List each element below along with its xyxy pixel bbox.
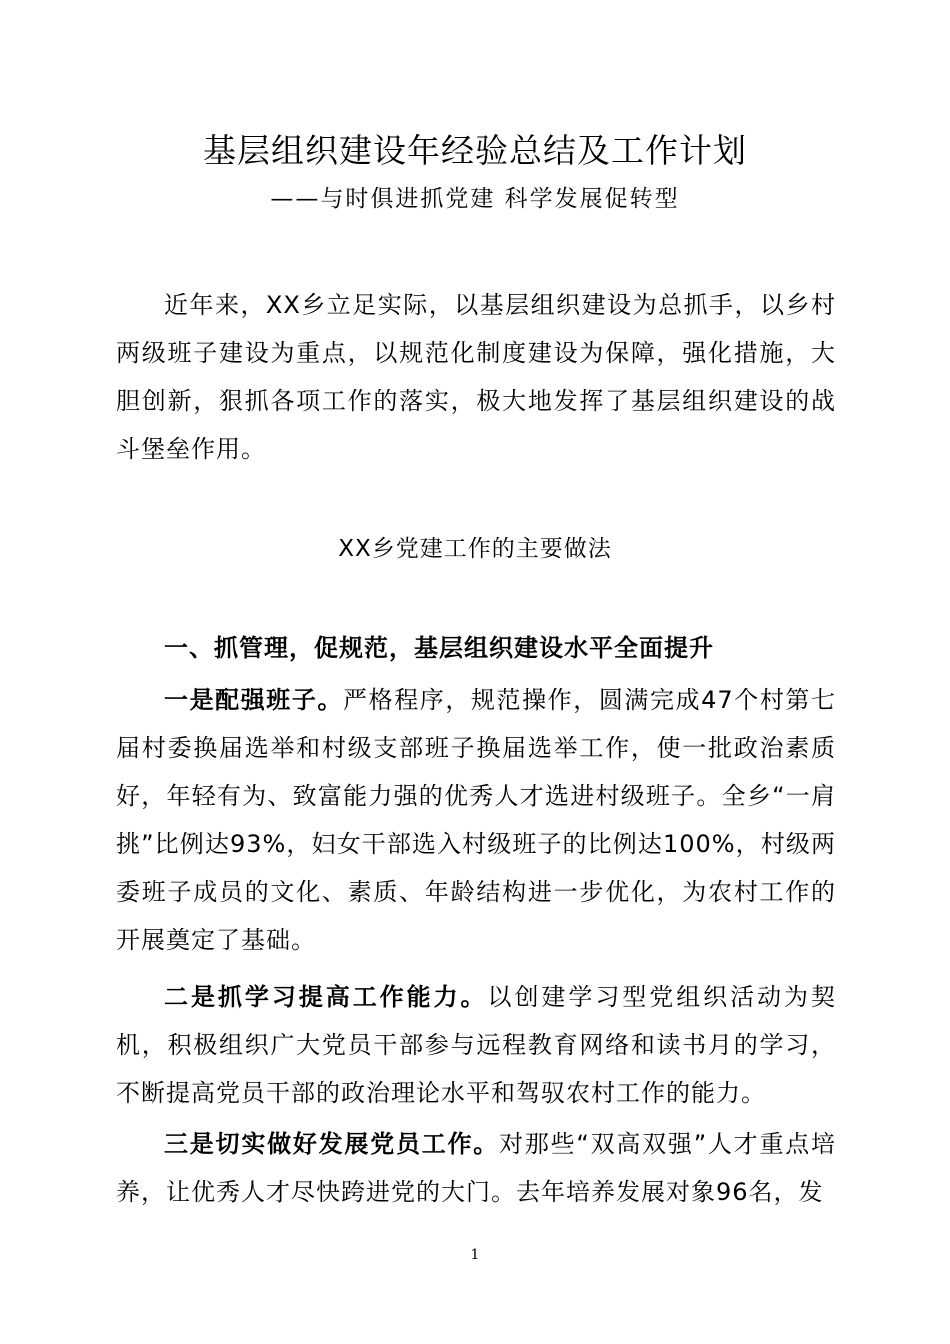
paragraph-1-text: 严格程序，规范操作，圆满完成47个村第七届村委换届选举和村级支部班子换届选举工作，使一批政治素质好，年轻有为、致富能力强的优秀人才选进村级班子。全乡“一肩挑”比例达93%，妇女干部选入村级班子的比例达100%，村级两委班子成员的文化、素质、年龄结构进一步优化，为农村工作的开展奠定了基础。	[116, 686, 836, 954]
page-number: 1	[470, 1247, 480, 1263]
document-subtitle: ——与时俱进抓党建 科学发展促转型	[270, 186, 680, 212]
paragraph-3-text: 对那些“双高双强”人才重点培养，让优秀人才尽快跨进党的大门。去年培养发展对象96名，发	[116, 1130, 836, 1206]
paragraph-2	[116, 973, 836, 1117]
section-heading: XX乡党建工作的主要做法	[338, 536, 612, 562]
document-title: 基层组织建设年经验总结及工作计划	[203, 131, 747, 170]
intro-paragraph: 近年来，XX乡立足实际，以基层组织建设为总抓手，以乡村两级班子建设为重点，以规范化制度建设为保障，强化措施，大胆创新，狠抓各项工作的落实，极大地发挥了基层组织建设的战斗堡垒作用。	[116, 291, 836, 463]
paragraph-1-lead: 一是配强班子。	[164, 686, 344, 714]
paragraph-3-lead: 三是切实做好发展党员工作。	[164, 1130, 500, 1158]
paragraph-3	[116, 1120, 836, 1216]
paragraph-2-text: 以创建学习型党组织活动为契机，积极组织广大党员干部参与远程教育网络和读书月的学习，不断提高党员干部的政治理论水平和驾驭农村工作的能力。	[116, 983, 836, 1107]
paragraph-2-lead: 二是抓学习提高工作能力。	[164, 983, 488, 1011]
paragraph-1	[116, 676, 836, 964]
point-heading: 一、抓管理，促规范，基层组织建设水平全面提升	[164, 634, 714, 662]
